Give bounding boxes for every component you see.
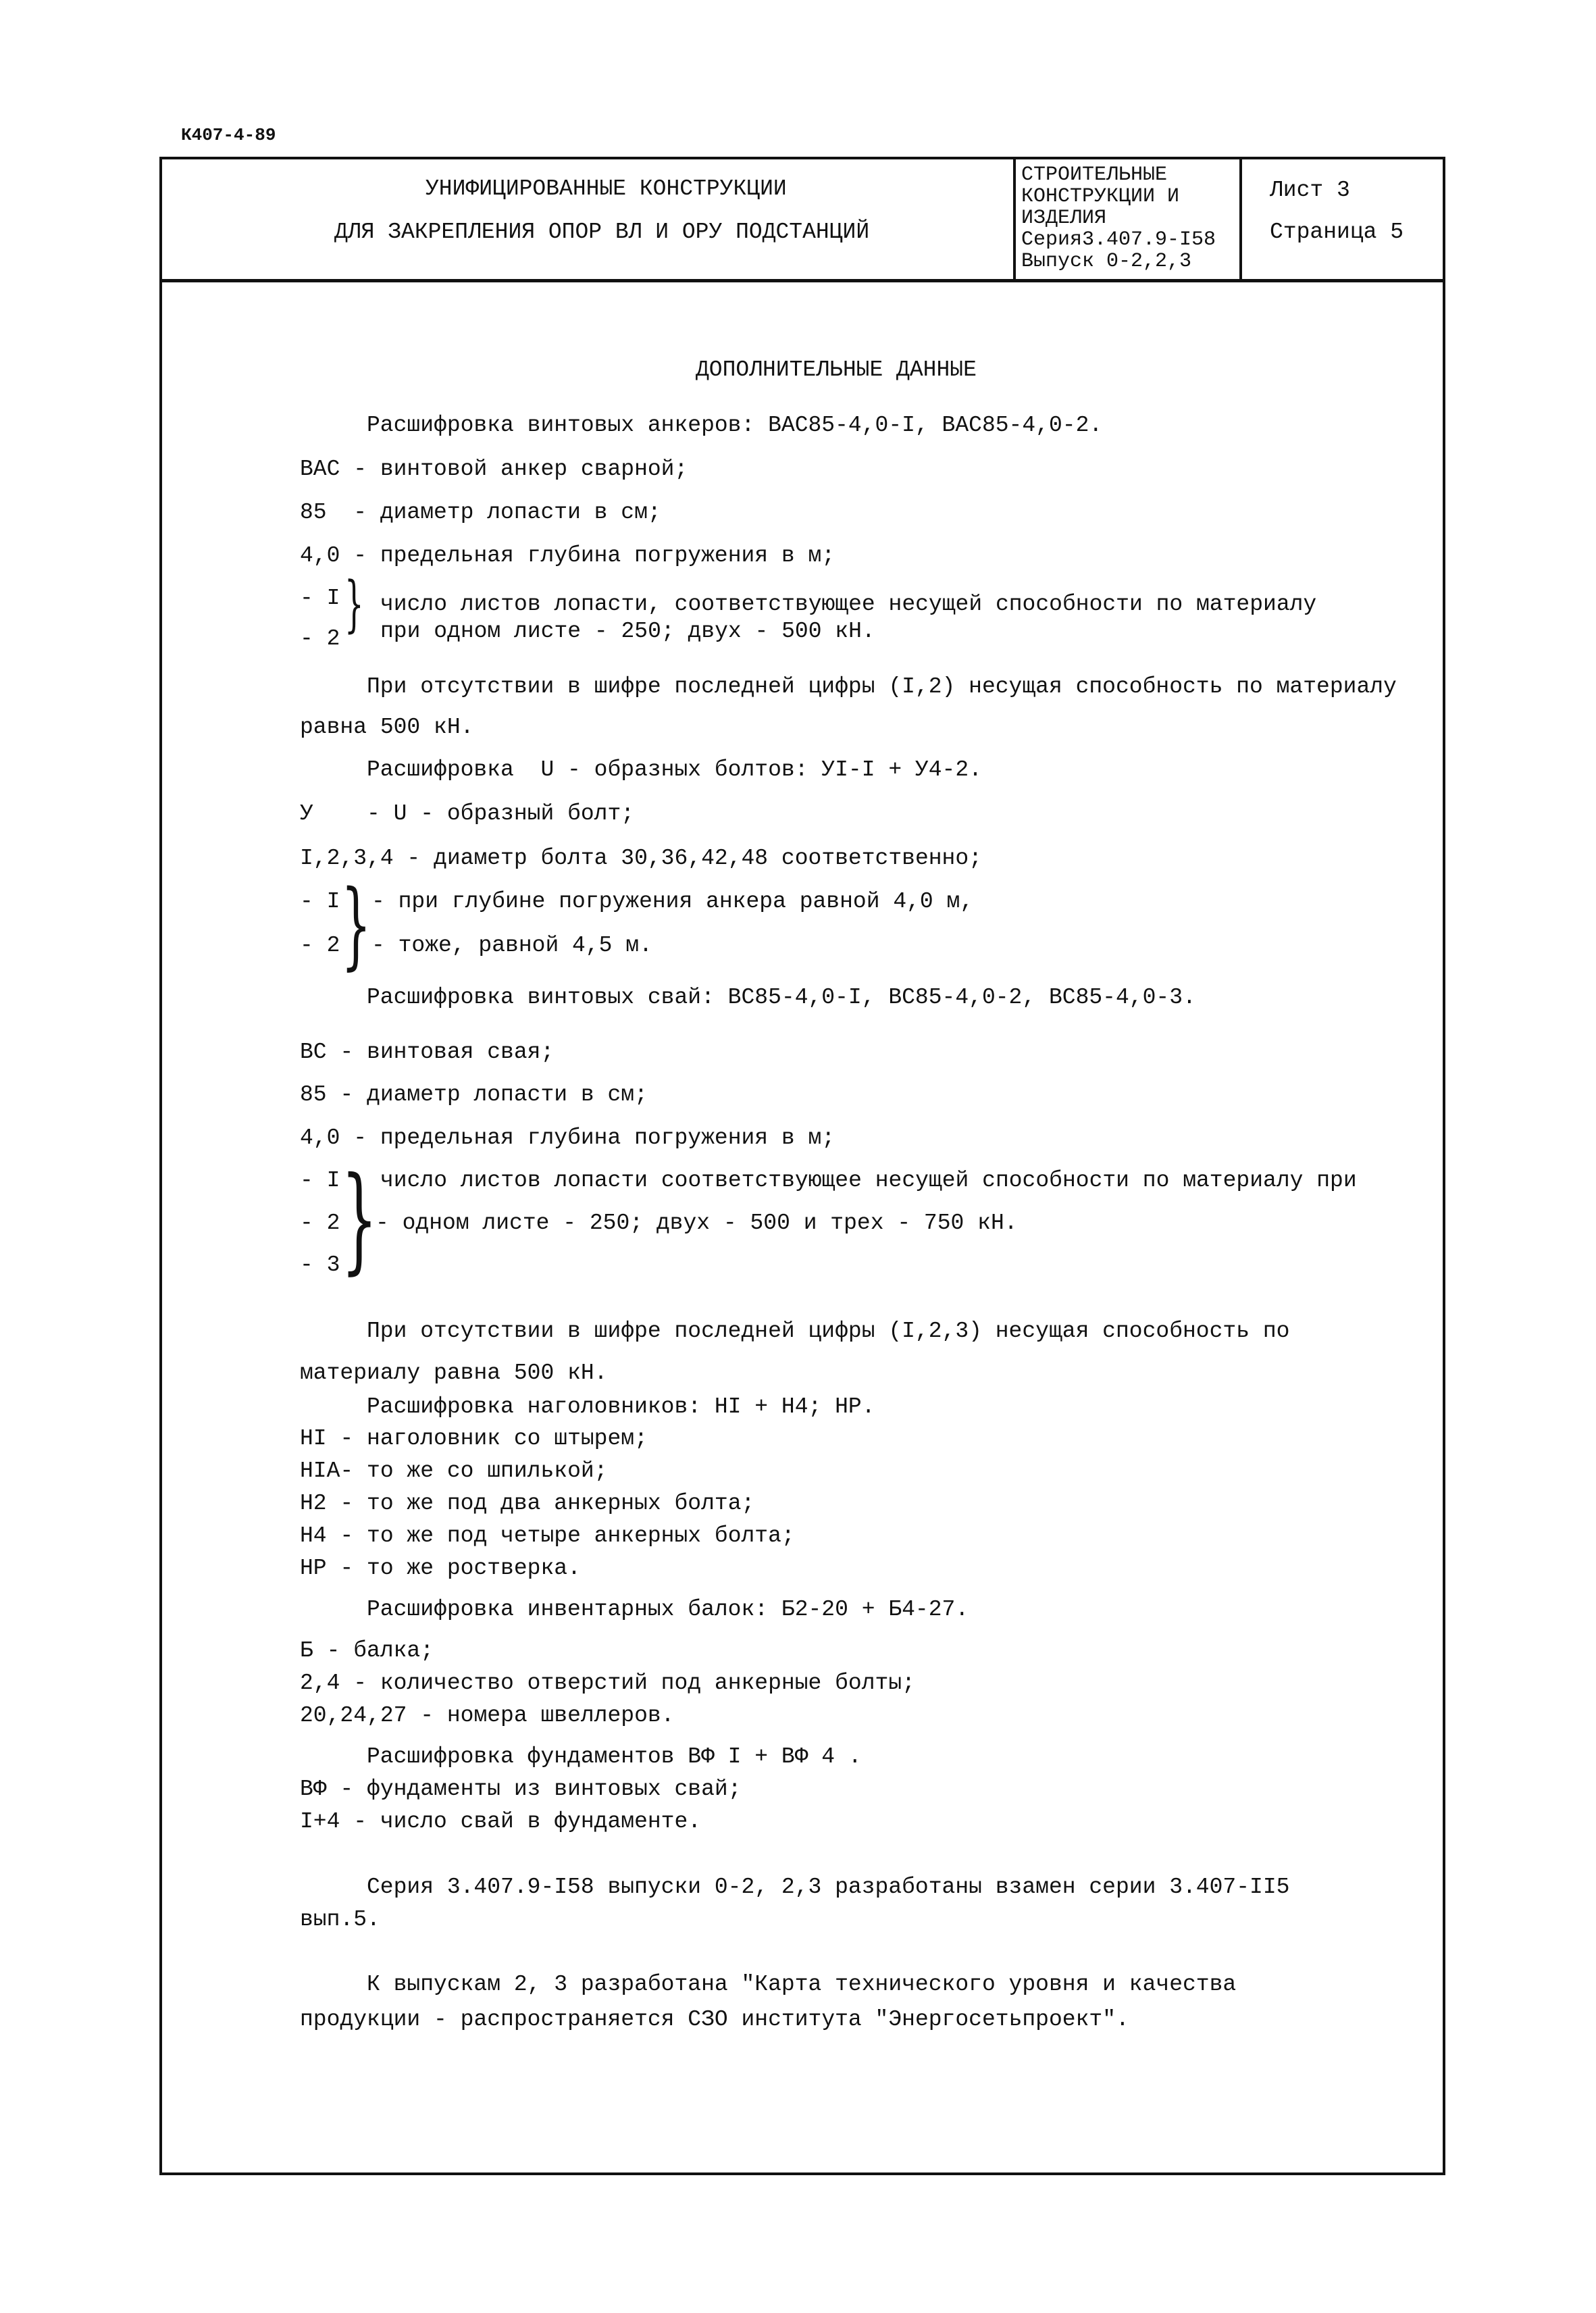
text-line: НР - то же ростверка. (300, 1556, 581, 1581)
text-line: 2,4 - количество отверстий под анкерные болты; (300, 1671, 915, 1696)
text-line: - 2 (300, 1211, 340, 1236)
text-line: продукции - распространяется СЗО института "Энергосетьпроект". (300, 2007, 1129, 2032)
text-line: У - U - образный болт; (300, 801, 635, 826)
document-code: К407-4-89 (181, 125, 276, 145)
text-line: - I (300, 586, 340, 611)
header-title-line2: ДЛЯ ЗАКРЕПЛЕНИЯ ОПОР ВЛ И ОРУ ПОДСТАНЦИЙ (334, 220, 870, 245)
text-line: - I (300, 889, 340, 914)
text-line: Расшифровка U - образных болтов: УI-I + У4-2. (367, 757, 982, 782)
brace: } (344, 569, 364, 640)
text-line: - тоже, равной 4,5 м. (371, 933, 652, 958)
header-title-line1: УНИФИЦИРОВАННЫЕ КОНСТРУКЦИИ (426, 176, 787, 201)
text-line: 85 - диаметр лопасти в см; (300, 500, 661, 525)
text-line: Расшифровка фундаментов ВФ I + ВФ 4 . (367, 1744, 862, 1769)
text-line: вып.5. (300, 1907, 380, 1932)
text-line: Н2 - то же под два анкерных болта; (300, 1491, 755, 1516)
sheet-number: Лист 3 (1270, 178, 1350, 203)
text-line: число листов лопасти, соответствующее несущей способности по материалу (380, 592, 1317, 617)
divider (1239, 157, 1242, 282)
series-line: СТРОИТЕЛЬНЫЕ (1021, 163, 1168, 186)
text-line: Расшифровка винтовых анкеров: ВАС85-4,0-I, ВАС85-4,0-2. (367, 413, 1103, 438)
text-line: ВФ - фундаменты из винтовых свай; (300, 1777, 742, 1802)
text-line: материалу равна 500 кН. (300, 1361, 608, 1386)
text-line: - 2 (300, 626, 340, 651)
series-line: Серия3.407.9-I58 (1021, 228, 1216, 251)
text-line: При отсутствии в шифре последней цифры (I,2) несущая способность по материалу (367, 674, 1397, 699)
series-line: Выпуск 0-2,2,3 (1021, 250, 1192, 273)
text-line: К выпускам 2, 3 разработана "Карта технического уровня и качества (367, 1972, 1237, 1997)
text-line: НI - наголовник со штырем; (300, 1426, 648, 1451)
text-line: Серия 3.407.9-I58 выпуски 0-2, 2,3 разработаны взамен серии 3.407-II5 (367, 1875, 1290, 1900)
text-line: Расшифровка наголовников: НI + Н4; НР. (367, 1394, 875, 1419)
series-line: ИЗДЕЛИЯ (1021, 207, 1107, 230)
section-title: ДОПОЛНИТЕЛЬНЫЕ ДАННЫЕ (696, 357, 977, 382)
text-line: I+4 - число свай в фундаменте. (300, 1809, 702, 1834)
text-line: равна 500 кН. (300, 715, 474, 740)
text-line: - 3 (300, 1252, 340, 1277)
text-line: ВС - винтовая свая; (300, 1040, 555, 1065)
text-line: - 2 (300, 933, 340, 958)
text-line: При отсутствии в шифре последней цифры (I,2,3) несущая способность по (367, 1319, 1290, 1344)
text-line: при одном листе - 250; двух - 500 кН. (380, 619, 875, 644)
page-number: Страница 5 (1270, 220, 1404, 245)
text-line: 20,24,27 - номера швеллеров. (300, 1703, 675, 1728)
text-line: НIА- то же со шпилькой; (300, 1458, 608, 1483)
text-line: 4,0 - предельная глубина погружения в м; (300, 1125, 835, 1150)
text-line: - при глубине погружения анкера равной 4,0 м, (371, 889, 974, 914)
text-line: - одном листе - 250; двух - 500 и трех - 750 кН. (376, 1211, 1018, 1236)
text-line: число листов лопасти соответствующее несущей способности по материалу при (380, 1168, 1357, 1193)
divider (1013, 157, 1016, 282)
text-line: - I (300, 1168, 340, 1193)
brace: } (341, 870, 371, 980)
text-line: Расшифровка инвентарных балок: Б2-20 + Б4-27. (367, 1597, 969, 1622)
text-line: I,2,3,4 - диаметр болта 30,36,42,48 соответственно; (300, 846, 982, 871)
text-line: Б - балка; (300, 1638, 434, 1663)
text-line: 4,0 - предельная глубина погружения в м; (300, 543, 835, 568)
text-line: Н4 - то же под четыре анкерных болта; (300, 1523, 795, 1548)
text-line: ВАС - винтовой анкер сварной; (300, 457, 688, 482)
brace: } (341, 1152, 378, 1286)
text-line: 85 - диаметр лопасти в см; (300, 1082, 648, 1107)
text-line: Расшифровка винтовых свай: ВС85-4,0-I, ВС85-4,0-2, ВС85-4,0-3. (367, 985, 1196, 1010)
series-line: КОНСТРУКЦИИ И (1021, 185, 1180, 208)
